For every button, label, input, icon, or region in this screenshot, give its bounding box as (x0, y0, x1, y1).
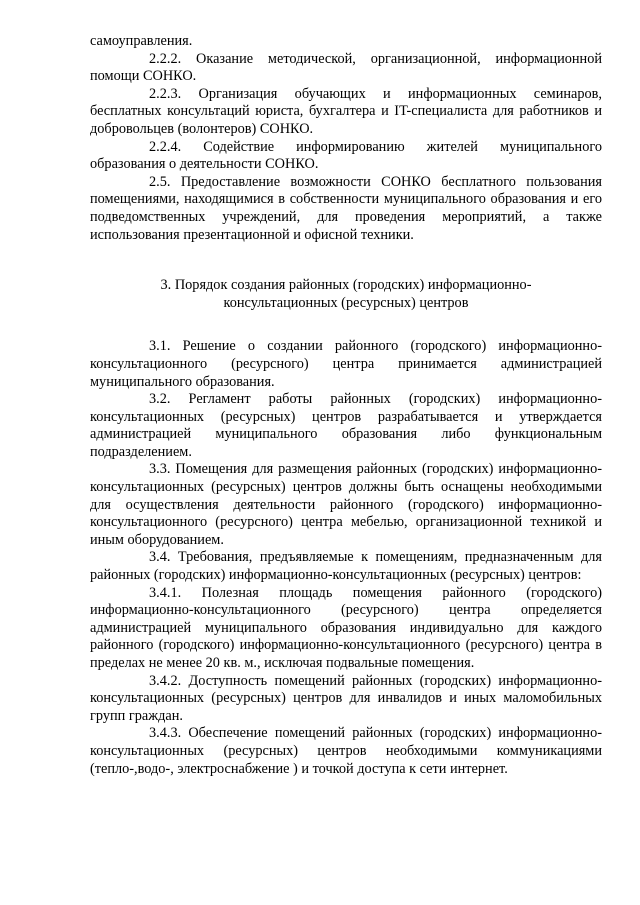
paragraph-3-4-1: 3.4.1. Полезная площадь помещения районного (городского) информационно-консультационного (ресурсного) центра определяется администрацией муниципального образования индивидуально для каждого районного (городского) информационно-консультационного (ресурсного) центра в пределах не менее 20 кв. м., исключая подвальные помещения. (90, 584, 602, 671)
paragraph-2-2-4: 2.2.4. Содействие информированию жителей муниципального образования о деятельности СОНКО. (90, 138, 602, 173)
spacer (90, 312, 602, 338)
paragraph-continuation: самоуправления. (90, 33, 193, 49)
paragraph-2-5: 2.5. Предоставление возможности СОНКО бесплатного пользования помещениями, находящимися в собственности муниципального образования и его подведомственных учреждений, для проведения мероприятий, а также использования презентационной и офисной техники. (90, 173, 602, 243)
spacer (90, 244, 602, 277)
paragraph-3-3: 3.3. Помещения для размещения районных (городских) информационно-консультационных (ресурсных) центров должны быть оснащены необходимыми для осуществления деятельности районного (городского) информационно-консультационного (ресурсного) центра мебелью, организационной техникой и иным оборудованием. (90, 461, 602, 548)
section-3-title-line-2: консультационных (ресурсных) центров (223, 294, 469, 311)
section-3-title (90, 277, 602, 312)
paragraph-2-2-2: 2.2.2. Оказание методической, организационной, информационной помощи СОНКО. (90, 50, 602, 85)
paragraph-3-4-2: 3.4.2. Доступность помещений районных (городских) информационно-консультационных (ресурсных) центров для инвалидов и иных маломобильных групп граждан. (90, 672, 602, 724)
paragraph-3-4: 3.4. Требования, предъявляемые к помещениям, предназначенным для районных (городских) информационно-консультационных (ресурсных) центров: (90, 549, 602, 584)
paragraph-3-2: 3.2. Регламент работы районных (городских) информационно-консультационных (ресурсных) центров разрабатывается и утверждается администрацией муниципального образования либо функциональным подразделением. (90, 391, 602, 460)
paragraph-3-1: 3.1. Решение о создании районного (городского) информационно-консультационного (ресурсного) центра принимается администрацией муниципального образования. (90, 338, 602, 390)
paragraph-2-2-3: 2.2.3. Организация обучающих и информационных семинаров, бесплатных консультаций юриста, бухгалтера и IT-специалиста для работников и добровольцев (волонтеров) СОНКО. (90, 85, 602, 137)
section-3-title-line-1: 3. Порядок создания районных (городских) информационно- (160, 277, 532, 294)
document-page (90, 33, 602, 778)
paragraph-3-4-3: 3.4.3. Обеспечение помещений районных (городских) информационно-консультационных (ресурсных) центров необходимыми коммуникациями (тепло-,водо-, электроснабжение ) и точкой доступа к сети интернет. (90, 725, 602, 777)
